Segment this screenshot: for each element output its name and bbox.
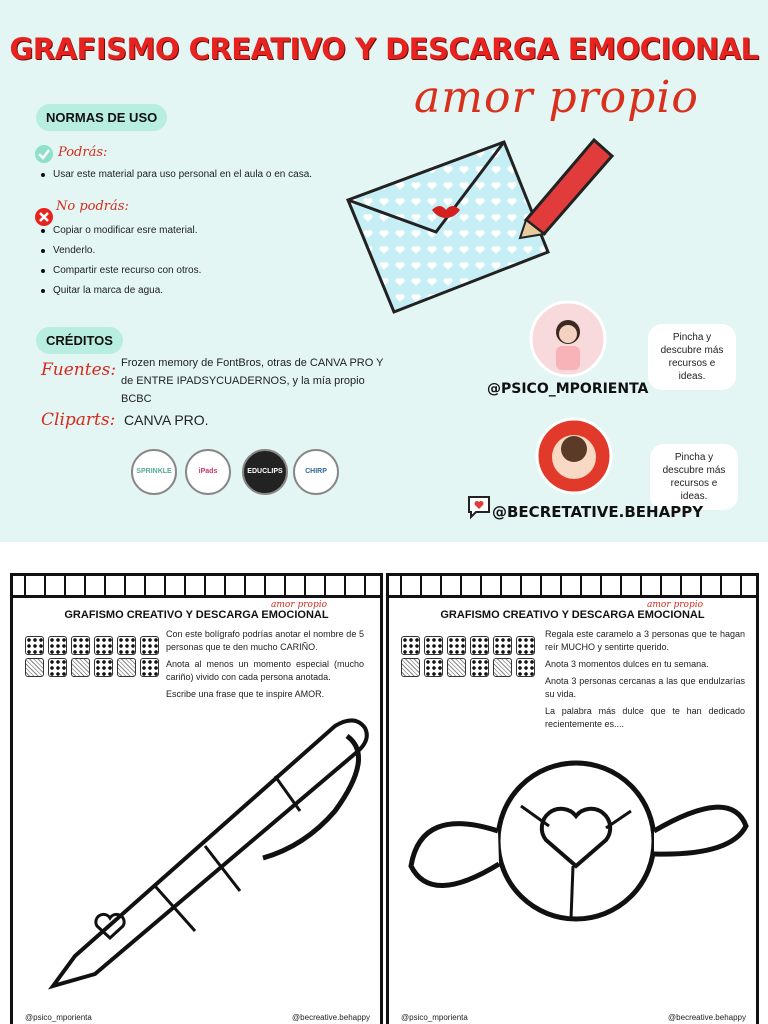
sheet-title: GRAFISMO CREATIVO Y DESCARGA EMOCIONAL [440,609,705,621]
footer-left: @psico_mporienta [401,1013,468,1022]
instruction: Regala este caramelo a 3 personas que te hagan reír MUCHO y sentirte querido. [545,629,745,652]
list-item: Venderlo. [40,245,201,256]
page-title: GRAFISMO CREATIVO Y DESCARGA EMOCIONAL [9,32,759,66]
logo-sprinkle: SPRINKLE [131,449,177,495]
instruction: Con este bolígrafo podrías anotar el nombre de 5 personas que te den mucho CARIÑO. [166,629,364,652]
dice-grid [401,636,536,677]
check-icon [34,144,54,164]
instruction: La palabra más dulce que te han dedicado recientemente es.... [545,706,745,729]
no-podras-label: No podrás: [56,199,129,214]
logo-chirp: CHIRP [293,449,339,495]
no-podras-list [40,225,201,305]
list-item: Quitar la marca de agua. [40,285,201,296]
footer-right: @becreative.behappy [292,1013,370,1022]
list-item: Compartir este recurso con otros. [40,265,201,276]
candy-drawing [401,736,751,966]
sheet-instructions [545,628,745,735]
spiral-binding [13,576,380,598]
creditos-pill: CRÉDITOS [36,327,123,354]
logo-ipads: iPads [185,449,231,495]
pencil-icon [520,140,612,238]
footer-left: @psico_mporienta [25,1013,92,1022]
podras-label: Podrás: [58,145,108,160]
handle-becreative[interactable]: @BECRETATIVE.BEHAPPY [492,503,704,521]
podras-list [40,169,312,189]
logo-educlips: EDUCLIPS [242,449,288,495]
list-item: Usar este material para uso personal en el aula o en casa. [40,169,312,180]
cliparts-label: Cliparts: [41,410,116,430]
avatar-psico[interactable] [529,300,607,378]
instruction: Anota 3 personas cercanas a las que endulzarías su vida. [545,676,745,699]
footer-right: @becreative.behappy [668,1013,746,1022]
cross-icon [34,207,54,227]
fuentes-label: Fuentes: [41,360,117,380]
heart-chat-icon [466,494,492,520]
sheet-subtitle: amor propio [647,600,704,610]
instruction: Anota 3 momentos dulces en tu semana. [545,659,709,669]
avatar-becreative[interactable] [535,417,613,495]
dice-grid [25,636,160,677]
normas-pill: NORMAS DE USO [36,104,167,131]
instruction: Escribe una frase que te inspire AMOR. [166,689,325,699]
worksheet-candy [386,573,759,1024]
sheet-title: GRAFISMO CREATIVO Y DESCARGA EMOCIONAL [64,609,329,621]
fuentes-text: Frozen memory de FontBros, otras de CANVA PRO Y de ENTRE IPADSYCUADERNOS, y la mía propio BCBC [121,357,384,405]
instruction: Anota al menos un momento especial (mucho cariño) vivido con cada persona anotada. [166,659,364,682]
promo-cloud-2[interactable]: Pincha y descubre más recursos e ideas. [650,444,738,510]
worksheet-pen [10,573,383,1024]
spiral-binding [389,576,756,598]
sheet-instructions [166,628,364,705]
envelope-illustration [344,130,620,320]
sheet-subtitle: amor propio [271,600,328,610]
pen-drawing [35,716,375,996]
cliparts-text: CANVA PRO. [124,412,209,428]
promo-cloud-1[interactable]: Pincha y descubre más recursos e ideas. [648,324,736,390]
list-item: Copiar o modificar esre material. [40,225,201,236]
handle-psico[interactable]: @PSICO_MPORIENTA [487,381,649,397]
page-subtitle: amor propio [414,72,699,123]
